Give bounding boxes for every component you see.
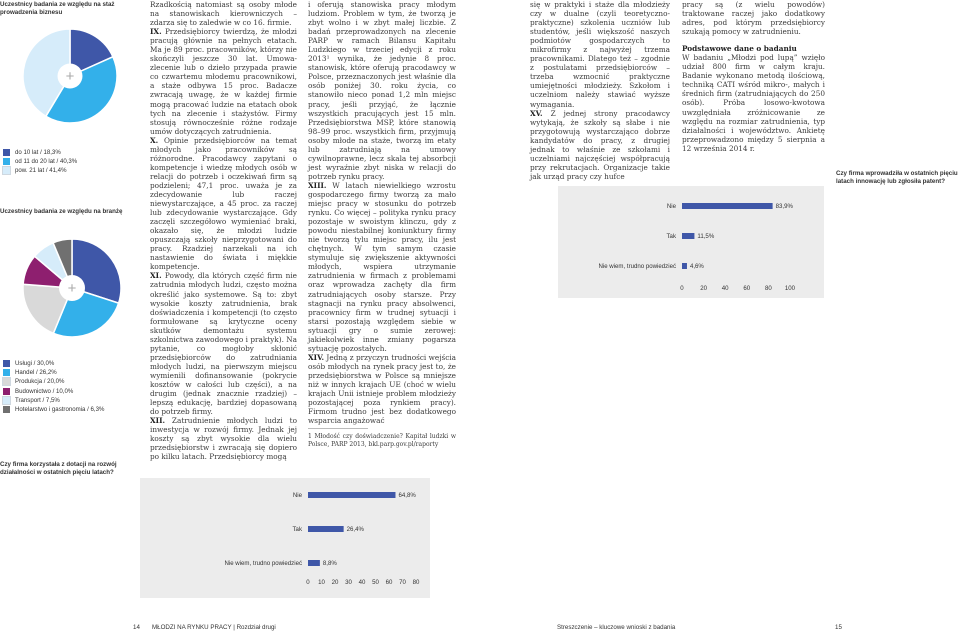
left-running-title: MŁODZI NA RYNKU PRACY | Rozdział drugi — [152, 624, 276, 631]
bar — [682, 263, 687, 269]
text-column-3 — [530, 0, 670, 181]
axis-tick-label: 30 — [345, 579, 352, 586]
axis-tick-label: 80 — [412, 579, 420, 586]
legend-swatch — [3, 149, 10, 156]
category-label: Tak — [292, 526, 302, 533]
legend-swatch — [3, 397, 10, 404]
legend-label: Hotelarstwo i gastronomia / 6,3% — [15, 406, 105, 414]
right-page-number: 15 — [835, 624, 842, 631]
section-number: XIII. — [308, 180, 327, 190]
footnote — [308, 433, 456, 449]
legend-label: Produkcja / 20,0% — [15, 378, 65, 386]
pie-chart-1-legend — [3, 148, 77, 176]
legend-swatch — [3, 406, 10, 413]
section-number: IX. — [150, 27, 162, 37]
axis-tick-label: 70 — [399, 579, 406, 586]
text-column-2 — [308, 0, 456, 425]
legend-item — [3, 166, 77, 175]
legend-label: Transport / 7,5% — [15, 396, 60, 404]
legend-item — [3, 157, 77, 166]
footnote-divider — [308, 428, 368, 429]
axis-tick-label: 50 — [372, 579, 379, 586]
pie-chart-2-legend — [3, 359, 104, 414]
legend-swatch — [3, 167, 10, 174]
section-number: XI. — [150, 271, 162, 281]
bar-value-label: 64,8% — [398, 492, 416, 499]
col4-para-1: pracy są (z wielu powodów) traktowane raczej jako dodatkowy adres, pod którym przedsiębiorcy szukają pomocy w zatrudnieniu. — [682, 0, 825, 37]
bar-chart-2-title: Czy firma korzystała z dotacji na rozwój działalności w ostatnich pięciu latach? — [0, 461, 117, 476]
col1-para-5: XII. Zatrudnienie młodych ludzi to inwestycja w rozwój firmy. Jednak jej koszty są zbyt wysokie dla wielu przedsiębiorstw i zwracają się dopiero po kilku latach. Przedsiębiorcy mogą — [150, 416, 297, 462]
col2-para-1: i oferują stanowiska pracy młodym ludziom. Problem w tym, że tworzą je zbyt wolno i w zbyt małej liczbie. Z badań przeprowadzonych na zlecenie PARP w ramach Bilansu Kapitału Ludzkiego w trzeciej edycji z roku 2013¹ wynika, że jedynie 8 proc. stanowisk, które oferują pracodawcy w Polsce, przeznaczonych jest właśnie dla osób poniżej 30. roku życia, co stanowiło nieco ponad 1,2 mln miejsc pracy, jeśli przyjąć, że łącznie wszystkich pracujących jest 15 mln. Przedsiębiorstwa MSP, które stanowią 98–99 proc. wszystkich firm, przyjmują osoby młode na staże, tworzą im etaty lub zatrudniają na umowy cywilnoprawne, lecz skala tej absorbcji jest wyraźnie zbyt niska w relacji do potrzeb rynku pracy. — [308, 0, 456, 181]
legend-item — [3, 387, 104, 396]
col1-para-4: XI. Powody, dla których część firm nie zatrudnia młodych ludzi, często można określić jako systemowe. Są to: zbyt wysokie koszty zatrudnienia, brak doświadczenia i kompetencji (to często formułowane są krytyczne oceny skutków demontażu systemu szkolnictwa zawodowego i praktyk). Na pytanie, co mogłoby skłonić przedsiębiorców do zatrudniania młodych ludzi, na pierwszym miejscu wymienili dofinansowanie (pokrycie kosztów w całości lub części), a na drugim (jednak znacznie rzadziej) – lepszą edukację, bardziej dopasowaną do potrzeb firmy. — [150, 271, 297, 417]
col1-para-2: IX. Przedsiębiorcy twierdzą, że młodzi pracują głównie na pełnych etatach. Ma je 89 proc. pracowników, którzy nie skończyli jeszcze 30 lat. Umowa-zlecenie lub o dzieło przypada prawie co czwartemu młodemu pracownikowi, a staże odbywa 15 proc. Badacze zwracają uwagę, że w każdej firmie mogą pracować ludzie na etatach obok tych na zlecenie i stażystów. Firmy stosują równocześnie różne rodzaje umów dotyczących zatrudnienia. — [150, 27, 297, 136]
right-running-title: Streszczenie – kluczowe wnioski z badania — [557, 624, 676, 631]
col3-para-1: się w praktyki i staże dla młodzieży czy w dualne (czyli teoretyczno-praktyczne) szkolenia uczniów lub studentów, jeśli większość naszych podmiotów gospodarczych to mikrofirmy z najwyżej trzema pracownikami. Dlatego też – zgodnie z postulatami przedsiębiorców – trzeba wzmocnić praktyczne umiejętności młodzieży. Szkołom i uczelniom należy stawiać wyższe wymagania. — [530, 0, 670, 109]
axis-tick-label: 40 — [721, 285, 729, 292]
legend-item — [3, 148, 77, 157]
plus-icon: + — [65, 68, 75, 85]
axis-tick-label: 40 — [358, 579, 366, 586]
legend-item — [3, 368, 104, 377]
bar — [308, 492, 395, 498]
legend-label: Handel / 26,2% — [15, 369, 57, 377]
legend-swatch — [3, 360, 10, 367]
pie-chart-2 — [22, 238, 122, 342]
col1-para-3: X. Opinie przedsiębiorców na temat młodych jako pracowników są różnorodne. Pracodawcy zapytani o kompetencje i wiedzę młodych osób w relacji do potrzeb i oczekiwań firm są podzieleni; 47,1 proc. uważa je za zdecydowanie lub raczej niewystarczające, a 45 proc. za raczej lub zdecydowanie wystarczające. Gdy zaczęli szczegółowo wymieniać braki, okazało się, że młodzi ludzie opuszczają szkoły nieprzygotowani do pracy. Rzadziej narzekali na ich nastawienie do świata i miękkie kompetencje. — [150, 135, 297, 272]
legend-label: do 10 lat / 18,3% — [15, 149, 61, 157]
legend-item — [3, 405, 104, 414]
category-label: Nie — [292, 492, 302, 499]
section-number: XII. — [150, 416, 166, 426]
pie-chart-2-title: Uczestnicy badania ze względu na branżę — [0, 208, 123, 215]
bar — [308, 560, 320, 566]
footnote-text: 1 Młodość czy doświadczenie? Kapitał ludzki w Polsce, PARP 2013, bkl.parp.gov.pl/raporty — [308, 433, 456, 449]
pie-chart-1-title: Uczestnicy badania ze względu na staż prowadzenia biznesu — [0, 1, 115, 16]
legend-label: pow. 21 lat / 41,4% — [15, 167, 67, 175]
bar-value-label: 26,4% — [346, 526, 364, 533]
category-label: Nie — [666, 203, 676, 210]
col4-body: W badaniu „Młodzi pod lupą” wzięło udział 800 firm w całym kraju. Badanie wykonano metodą ilościową, techniką CATI wśród mikro-, małych i średnich firm (zatrudniających do 250 osób). Próba losowo-kwotowa uwzględniała zróżnicowanie ze względu na rozmiar zatrudnienia, typ działalności i województwo. Ankietę przeprowadzono między 5 sierpnia a 12 września 2014 r. — [682, 53, 825, 153]
legend-item — [3, 396, 104, 405]
category-label: Nie wiem, trudno powiedzieć — [224, 560, 302, 567]
section-number: XV. — [530, 108, 543, 118]
category-label: Tak — [666, 233, 676, 240]
legend-item — [3, 377, 104, 386]
legend-swatch — [3, 388, 10, 395]
bar-value-label: 83,9% — [775, 203, 793, 210]
axis-tick-label: 80 — [765, 285, 772, 292]
bar-value-label: 4,6% — [689, 263, 704, 270]
axis-tick-label: 60 — [385, 579, 393, 586]
bar — [308, 526, 344, 532]
text-column-4 — [682, 0, 825, 153]
col1-para-1: Rzadkością natomiast są osoby młode na stanowiskach kierowniczych – zdarza się to zaledwie w co 16. firmie. — [150, 0, 297, 28]
col2-para-3: XIV. Jedną z przyczyn trudności wejścia osób młodych na rynek pracy jest to, że przedsiębiorstwa w Polsce są mniejsze niż w innych krajach UE (choć w wielu krajach Unii istnieje problem młodzieży pozostającej poza rynkiem pracy). Firmom trudno jest bez dodatkowego wsparcia angażować — [308, 352, 456, 426]
category-label: Nie wiem, trudno powiedzieć — [598, 263, 676, 270]
section-number: XIV. — [308, 352, 325, 362]
legend-swatch — [3, 369, 10, 376]
axis-tick-label: 0 — [306, 579, 310, 586]
pie-chart-1 — [22, 28, 118, 128]
col3-para-2: XV. Z jednej strony pracodawcy wytykają, że szkoły są słabe i nie przygotowują wystarczająco dobrze kandydatów do pracy, z drugiej jednak to właśnie ze szkołami i uczelniami najczęściej współpracują przy rekrutacjach. Organizacje takie jak urząd pracy czy hufce — [530, 108, 670, 181]
axis-tick-label: 20 — [700, 285, 707, 292]
legend-swatch — [3, 158, 10, 165]
legend-label: od 11 do 20 lat / 40,3% — [15, 158, 78, 166]
bar-chart-1-title: Czy firma wprowadziła w ostatnich pięciu latach innowację lub zgłosiła patent? — [836, 170, 958, 185]
bar — [682, 203, 773, 209]
section-number: X. — [150, 135, 159, 145]
axis-tick-label: 100 — [784, 285, 796, 292]
legend-label: Usługi / 30,0% — [15, 360, 55, 368]
legend-item — [3, 359, 104, 368]
axis-tick-label: 20 — [331, 579, 339, 586]
col4-heading: Podstawowe dane o badaniu — [682, 44, 797, 54]
text-column-1 — [150, 0, 297, 461]
axis-tick-label: 10 — [318, 579, 325, 586]
axis-tick-label: 60 — [743, 285, 751, 292]
plus-icon: + — [67, 280, 77, 297]
legend-label: Budownictwo / 10,0% — [15, 387, 74, 395]
legend-swatch — [3, 378, 10, 385]
bar-value-label: 11,5% — [697, 233, 715, 240]
left-page-number: 14 — [133, 624, 140, 631]
bar-value-label: 8,8% — [322, 560, 337, 567]
axis-tick-label: 0 — [680, 285, 684, 292]
col2-para-2: XIII. W latach niewielkiego wzrostu gospodarczego firmy tworzą za mało miejsc pracy w stosunku do potrzeb rynku. Co więcej – polityka rynku pracy pozostaje w swoistym klinczu, gdy z powodu niestabilnej koniunktury firmy nie tworzą tylu miejsc pracy, ilu jest chętnych. W tym samym czasie stymuluje się zwiększenie aktywności młodych, wspiera utrzymanie zatrudnienia w firmach z problemami oraz wprowadza zachęty dla firm zatrudniających osoby starsze. Przy stagnacji na rynku pracy absolwenci, pracownicy firm w trudnej sytuacji i starsi pozostają względem siebie w sytuacji gry o sumie zerowej: jakiekolwiek inne zmiany pogarsza sytuację pozostałych. — [308, 180, 456, 353]
bar — [682, 233, 694, 239]
